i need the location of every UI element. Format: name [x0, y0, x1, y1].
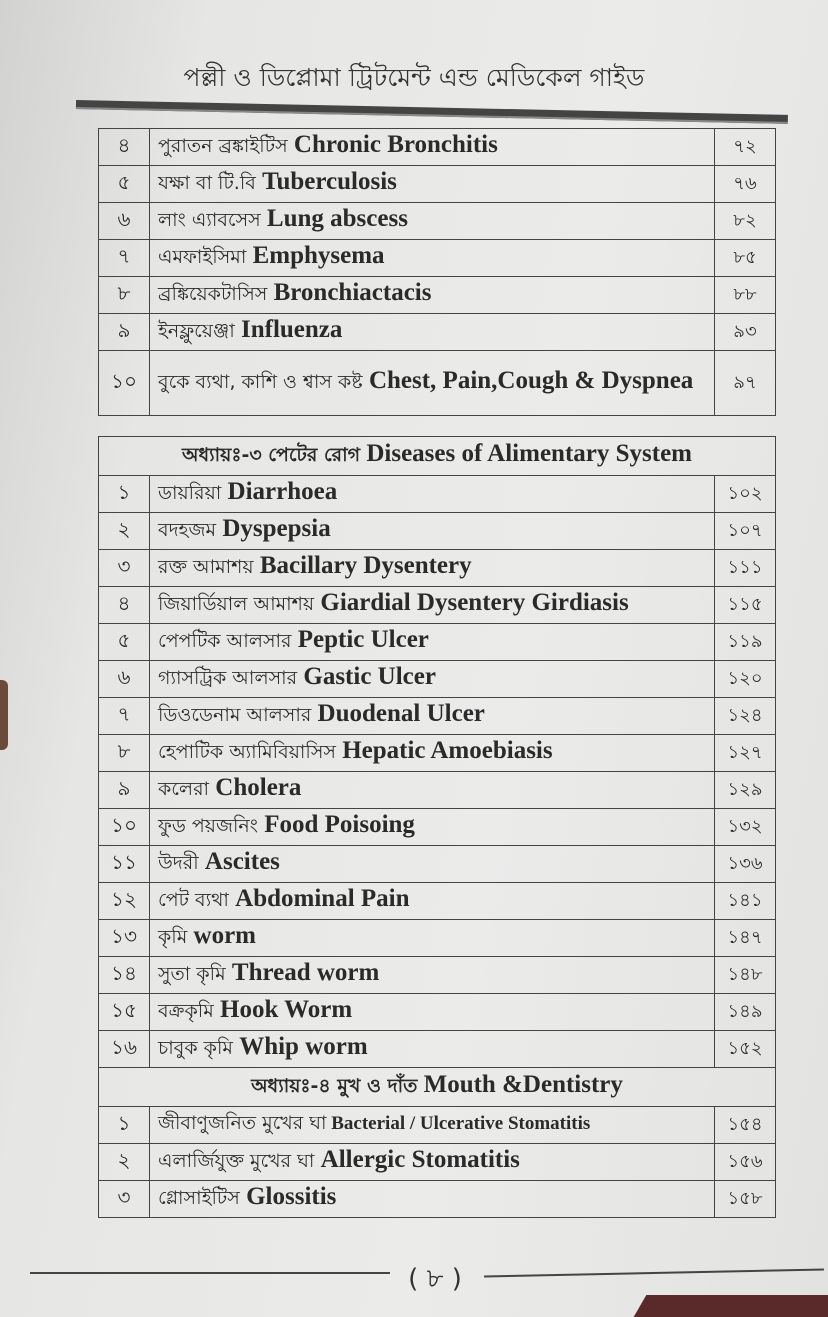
entry-title-bengali: পেপটিক আলসার [158, 629, 292, 652]
entry-title [150, 277, 715, 314]
entry-page: ৭৬ [715, 166, 776, 203]
entry-title [150, 920, 715, 957]
entry-title-bengali: গ্যাসট্রিক আলসার [158, 666, 298, 689]
entry-title-english: Diarrhoea [227, 477, 338, 505]
entry-page: ৭২ [715, 129, 776, 166]
entry-title-english: Whip worm [239, 1032, 368, 1060]
entry-number: ১০ [99, 809, 150, 846]
entry-title-english: Food Poisoing [264, 810, 415, 838]
entry-page: ১১১ [715, 550, 776, 587]
entry-page: ১১৫ [715, 587, 776, 624]
entry-title-english: worm [193, 921, 257, 949]
entry-title-bengali: লাং এ্যাবসেস [158, 208, 261, 231]
entry-title [150, 698, 715, 735]
entry-title-english: Glossitis [246, 1182, 337, 1210]
finger-edge [0, 680, 8, 750]
entry-number: ৬ [99, 203, 150, 240]
page-number: ( ৮ ) [408, 1264, 462, 1294]
entry-title-bengali: বক্রকৃমি [158, 999, 214, 1022]
toc-row [99, 1144, 776, 1181]
toc-row [99, 550, 776, 587]
entry-number: ৩ [99, 1181, 150, 1218]
entry-title-english: Emphysema [252, 241, 385, 269]
entry-title-bengali: এলার্জিযুক্ত মুখের ঘা [158, 1149, 315, 1172]
entry-title-bengali: জিয়ার্ডিয়াল আমাশয় [158, 592, 315, 615]
entry-title-english: Bronchiactacis [273, 278, 432, 306]
entry-page: ৮৮ [715, 277, 776, 314]
entry-title-english: Lung abscess [266, 204, 408, 232]
entry-page: ৯৭ [715, 351, 776, 416]
entry-number: ২ [99, 1144, 150, 1181]
entry-number: ৪ [99, 129, 150, 166]
entry-title-bengali: পেট ব্যথা [158, 888, 229, 911]
header-rule [76, 100, 788, 124]
entry-number: ১ [99, 476, 150, 513]
toc-row [99, 240, 776, 277]
entry-title-bengali: উদরী [158, 851, 199, 874]
entry-page: ১২৪ [715, 698, 776, 735]
entry-title-bengali: ইনফ্লুয়েঞ্জা [158, 319, 235, 342]
toc-row [99, 277, 776, 314]
entry-title [150, 203, 715, 240]
toc-row [99, 846, 776, 883]
entry-page: ১৩৬ [715, 846, 776, 883]
toc-row [99, 351, 776, 416]
entry-title-bengali: বদহজম [158, 518, 217, 541]
entry-title [150, 883, 715, 920]
entry-page: ১৪৯ [715, 994, 776, 1031]
toc-row [99, 1107, 776, 1144]
entry-number: ৬ [99, 661, 150, 698]
entry-title [150, 1031, 715, 1068]
toc-row [99, 698, 776, 735]
entry-title-english: Hepatic Amoebiasis [342, 736, 553, 764]
entry-page: ৮২ [715, 203, 776, 240]
entry-title [150, 772, 715, 809]
entry-title [150, 994, 715, 1031]
entry-number: ১৪ [99, 957, 150, 994]
toc-row [99, 735, 776, 772]
entry-title-english: Giardial Dysentery Girdiasis [320, 588, 629, 616]
entry-title-english: Influenza [241, 315, 343, 343]
entry-title-bengali: গ্লোসাইটিস [158, 1186, 240, 1209]
toc-row [99, 587, 776, 624]
entry-page: ৯৩ [715, 314, 776, 351]
entry-number: ৯ [99, 314, 150, 351]
entry-page: ১৫৪ [715, 1107, 776, 1144]
entry-number: ৫ [99, 624, 150, 661]
entry-number: ৩ [99, 550, 150, 587]
entry-title-english: Hook Worm [220, 995, 353, 1023]
entry-title [150, 1144, 715, 1181]
toc-row [99, 883, 776, 920]
entry-number: ১ [99, 1107, 150, 1144]
entry-title [150, 846, 715, 883]
entry-title-english: Allergic Stomatitis [320, 1145, 520, 1173]
entry-page: ১২০ [715, 661, 776, 698]
chapter-heading [99, 1068, 776, 1107]
entry-title [150, 513, 715, 550]
entry-number: ১০ [99, 351, 150, 416]
entry-title-bengali: কৃমি [158, 925, 188, 948]
entry-page: ১০২ [715, 476, 776, 513]
toc-row [99, 476, 776, 513]
entry-title [150, 809, 715, 846]
entry-number: ৯ [99, 772, 150, 809]
entry-title-bengali: রক্ত আমাশয় [158, 555, 254, 578]
entry-title-bengali: পুরাতন ব্রঙ্কাইটিস [158, 134, 288, 157]
chapter-title-bengali: অধ্যায়ঃ-৩ পেটের রোগ [182, 443, 361, 466]
entry-number: ৭ [99, 698, 150, 735]
toc-row [99, 994, 776, 1031]
chapter-title [99, 1068, 776, 1107]
entry-number: ৫ [99, 166, 150, 203]
entry-title-bengali: ডায়রিয়া [158, 481, 222, 504]
entry-title [150, 624, 715, 661]
entry-title-english: Bacterial / Ulcerative Stomatitis [331, 1113, 591, 1134]
entry-title-bengali: কলেরা [158, 777, 210, 800]
entry-title-english: Duodenal Ulcer [317, 699, 485, 727]
entry-title [150, 550, 715, 587]
contents-table-top [98, 128, 776, 416]
running-header: পল্লী ও ডিপ্লোমা ট্রিটমেন্ট এন্ড মেডিকেল গাইড [183, 63, 645, 92]
toc-row [99, 513, 776, 550]
entry-title-english: Bacillary Dysentery [259, 551, 472, 579]
entry-title-bengali: বুকে ব্যথা, কাশি ও শ্বাস কষ্ট [158, 370, 363, 393]
entry-title-english: Gastic Ulcer [303, 662, 436, 690]
contents-table-main [98, 436, 776, 1218]
entry-title [150, 957, 715, 994]
chapter-heading [99, 437, 776, 476]
entry-title [150, 476, 715, 513]
entry-number: ১২ [99, 883, 150, 920]
entry-page: ১২৭ [715, 735, 776, 772]
entry-number: ১৬ [99, 1031, 150, 1068]
entry-title-english: Thread worm [231, 958, 380, 986]
entry-page: ১৩২ [715, 809, 776, 846]
entry-title-english: Peptic Ulcer [297, 625, 429, 653]
entry-title [150, 1181, 715, 1218]
entry-title [150, 661, 715, 698]
entry-title-english: Chest, Pain,Cough & Dyspnea [368, 366, 694, 394]
entry-title [150, 1107, 715, 1144]
entry-title-english: Tuberculosis [262, 167, 397, 195]
entry-title-bengali: চাবুক কৃমি [158, 1036, 233, 1059]
entry-title-bengali: যক্ষা বা টি.বি [158, 171, 256, 194]
chapter-title-english: Mouth &Dentistry [423, 1070, 623, 1098]
entry-page: ১৪১ [715, 883, 776, 920]
entry-title-bengali: এমফাইসিমা [158, 245, 247, 268]
entry-number: ১৫ [99, 994, 150, 1031]
entry-title-bengali: ব্রঙ্কিয়েকটাসিস [158, 282, 268, 305]
entry-title [150, 314, 715, 351]
entry-page: ১৪৭ [715, 920, 776, 957]
entry-title [150, 735, 715, 772]
entry-page: ১০৭ [715, 513, 776, 550]
toc-row [99, 1181, 776, 1218]
entry-title [150, 166, 715, 203]
entry-page: ১৫৬ [715, 1144, 776, 1181]
entry-number: ৪ [99, 587, 150, 624]
toc-row [99, 129, 776, 166]
entry-title-bengali: সুতা কৃমি [158, 962, 226, 985]
entry-title-bengali: ফুড পয়জনিং [158, 814, 258, 837]
toc-row [99, 772, 776, 809]
toc-row [99, 314, 776, 351]
toc-row [99, 920, 776, 957]
chapter-title [99, 437, 776, 476]
entry-title [150, 240, 715, 277]
toc-row [99, 166, 776, 203]
footer-rule-left [30, 1272, 390, 1274]
entry-number: ২ [99, 513, 150, 550]
entry-page: ১২৯ [715, 772, 776, 809]
entry-page: ১৫২ [715, 1031, 776, 1068]
toc-row [99, 661, 776, 698]
entry-page: ১১৯ [715, 624, 776, 661]
chapter-title-english: Diseases of Alimentary System [366, 439, 692, 467]
entry-title-english: Ascites [204, 847, 280, 875]
page-number-value: ৮ [426, 1264, 444, 1294]
entry-title-bengali: ডিওডেনাম আলসার [158, 703, 312, 726]
entry-number: ৮ [99, 277, 150, 314]
book-cover-edge [634, 1295, 828, 1317]
entry-title-bengali: জীবাণুজনিত মুখের ঘা [158, 1112, 327, 1134]
entry-number: ৮ [99, 735, 150, 772]
chapter-title-bengali: অধ্যায়ঃ-৪ মুখ ও দাঁত [251, 1074, 418, 1097]
entry-page: ৮৫ [715, 240, 776, 277]
entry-title-bengali: হেপাটিক অ্যামিবিয়াসিস [158, 740, 336, 763]
entry-page: ১৫৮ [715, 1181, 776, 1218]
entry-title-english: Chronic Bronchitis [293, 130, 498, 158]
toc-row [99, 624, 776, 661]
entry-number: ১১ [99, 846, 150, 883]
toc-row [99, 957, 776, 994]
entry-title-english: Abdominal Pain [235, 884, 410, 912]
entry-number: ১৩ [99, 920, 150, 957]
toc-row [99, 203, 776, 240]
entry-title-english: Cholera [215, 773, 302, 801]
toc-row [99, 809, 776, 846]
entry-title-english: Dyspepsia [222, 514, 331, 542]
entry-title [150, 587, 715, 624]
entry-page: ১৪৮ [715, 957, 776, 994]
entry-title [150, 129, 715, 166]
toc-row [99, 1031, 776, 1068]
footer-rule-right [484, 1268, 824, 1277]
entry-title [150, 351, 715, 416]
entry-number: ৭ [99, 240, 150, 277]
